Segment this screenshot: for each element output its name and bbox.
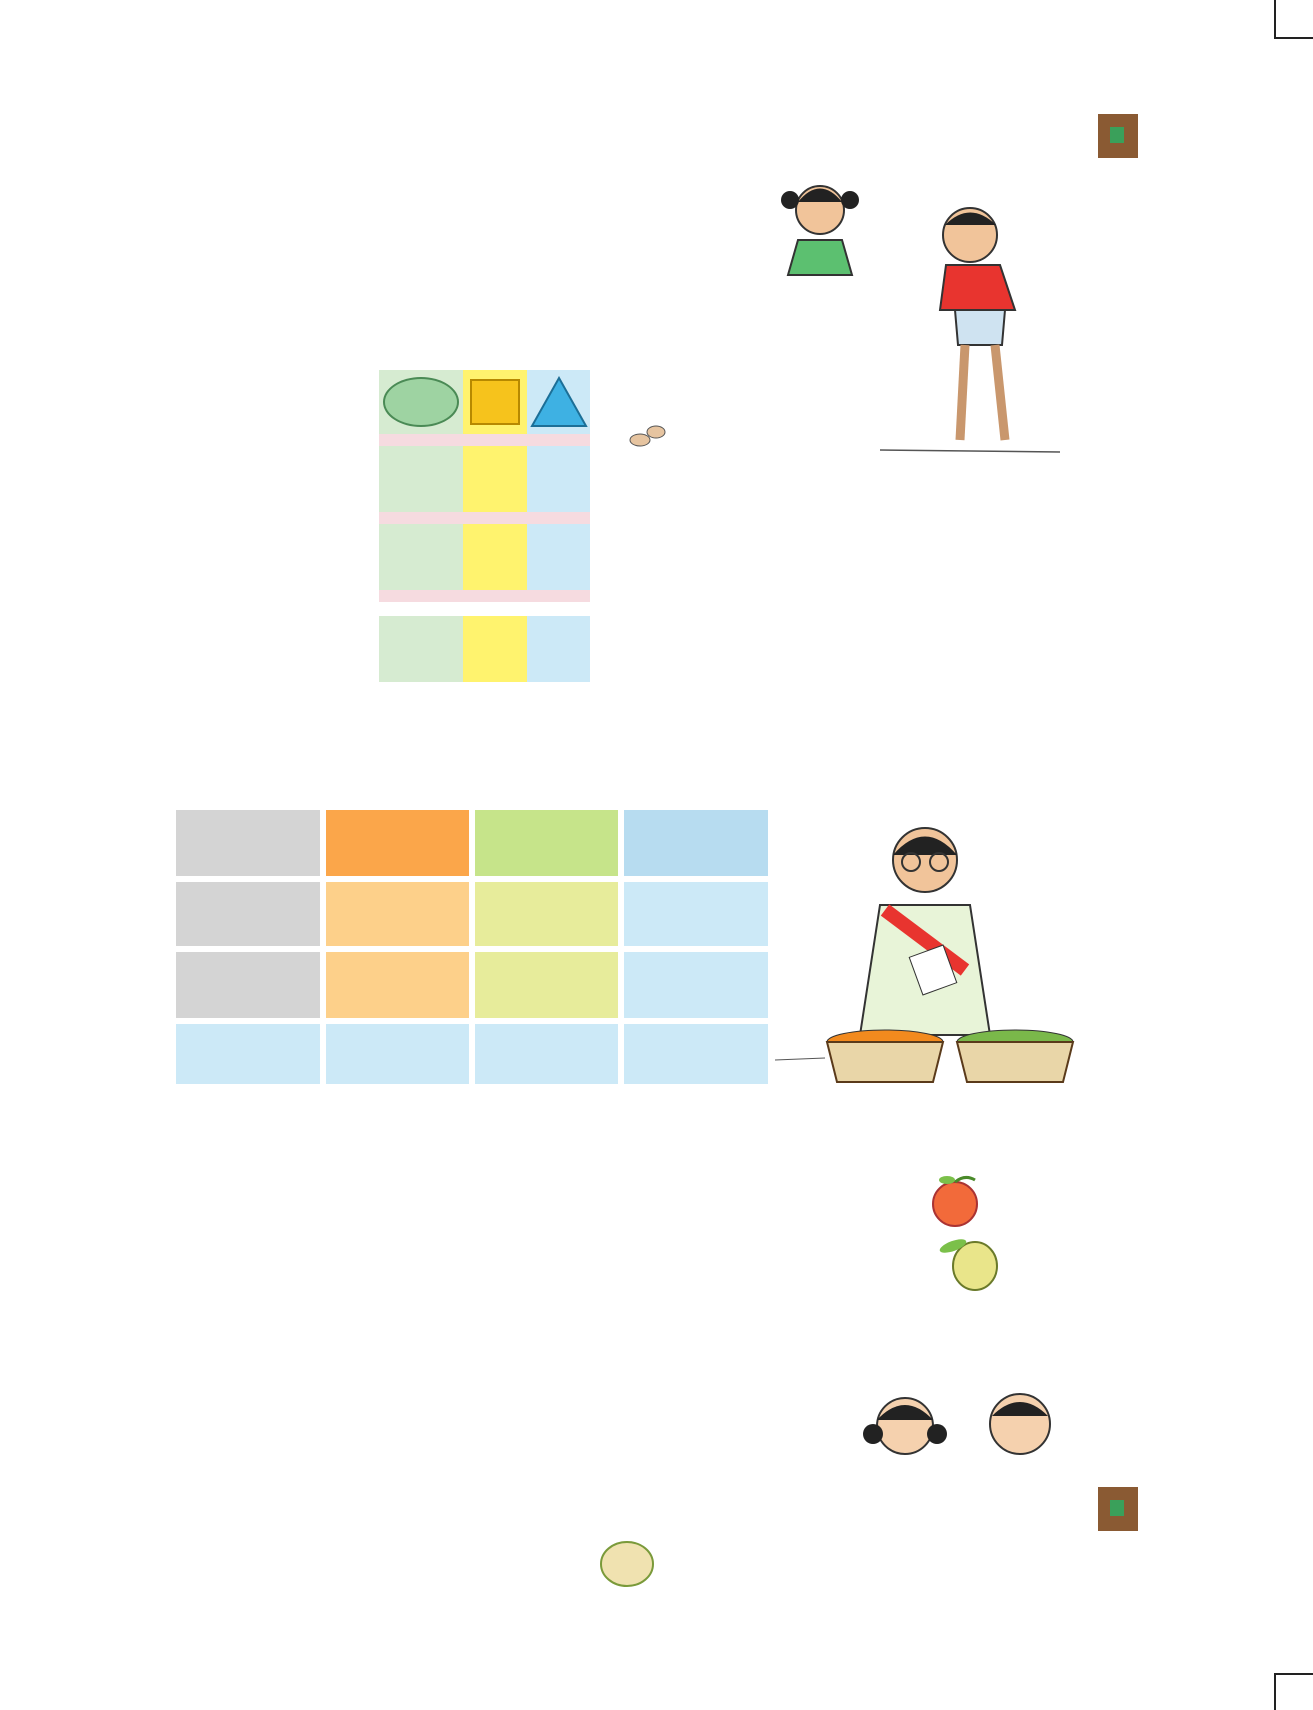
pv-r1-tens xyxy=(463,446,527,512)
orange-icon xyxy=(925,1172,985,1228)
header-oranges xyxy=(326,810,469,876)
row-total-oranges[interactable] xyxy=(326,1024,469,1084)
header-mangoes xyxy=(475,810,618,876)
pebble-pile-illustration xyxy=(620,170,1080,490)
pv-r2-ones xyxy=(527,524,590,590)
hundreds-oval-badge xyxy=(383,377,459,427)
fruit-preference-table xyxy=(176,810,768,1084)
row-total-label xyxy=(176,1024,320,1084)
row-girls-mangoes xyxy=(475,882,618,946)
row-boys-oranges xyxy=(326,952,469,1018)
children-faces-illustration xyxy=(845,1390,1065,1460)
place-value-table xyxy=(379,370,590,682)
row-girls-label xyxy=(176,882,320,946)
row-girls-oranges xyxy=(326,882,469,946)
girl-figure xyxy=(781,186,859,275)
row-total-mangoes[interactable] xyxy=(475,1024,618,1084)
pv-header-hundreds xyxy=(379,370,463,434)
header-total xyxy=(624,810,768,876)
pv-answer-hundreds[interactable] xyxy=(379,616,463,682)
row-boys-total[interactable] xyxy=(624,952,768,1018)
pv-r1-ones xyxy=(527,446,590,512)
page-number-badge xyxy=(597,1536,657,1588)
pv-r2-hundreds xyxy=(379,524,463,590)
row-boys-label xyxy=(176,952,320,1018)
pv-r1-hundreds xyxy=(379,446,463,512)
boy-figure xyxy=(880,208,1060,452)
teacher-with-fruit-baskets-illustration xyxy=(775,820,1095,1100)
pv-header-ones xyxy=(527,370,590,434)
mango-icon xyxy=(935,1232,1005,1294)
pv-header-tens xyxy=(463,370,527,434)
pv-r2-tens xyxy=(463,524,527,590)
tens-square-badge xyxy=(470,379,520,425)
row-boys-mangoes xyxy=(475,952,618,1018)
pv-answer-tens[interactable] xyxy=(463,616,527,682)
pv-answer-ones[interactable] xyxy=(527,616,590,682)
row-total-total[interactable] xyxy=(624,1024,768,1084)
row-girls-total[interactable] xyxy=(624,882,768,946)
ones-triangle-badge xyxy=(530,376,588,428)
header-students xyxy=(176,810,320,876)
